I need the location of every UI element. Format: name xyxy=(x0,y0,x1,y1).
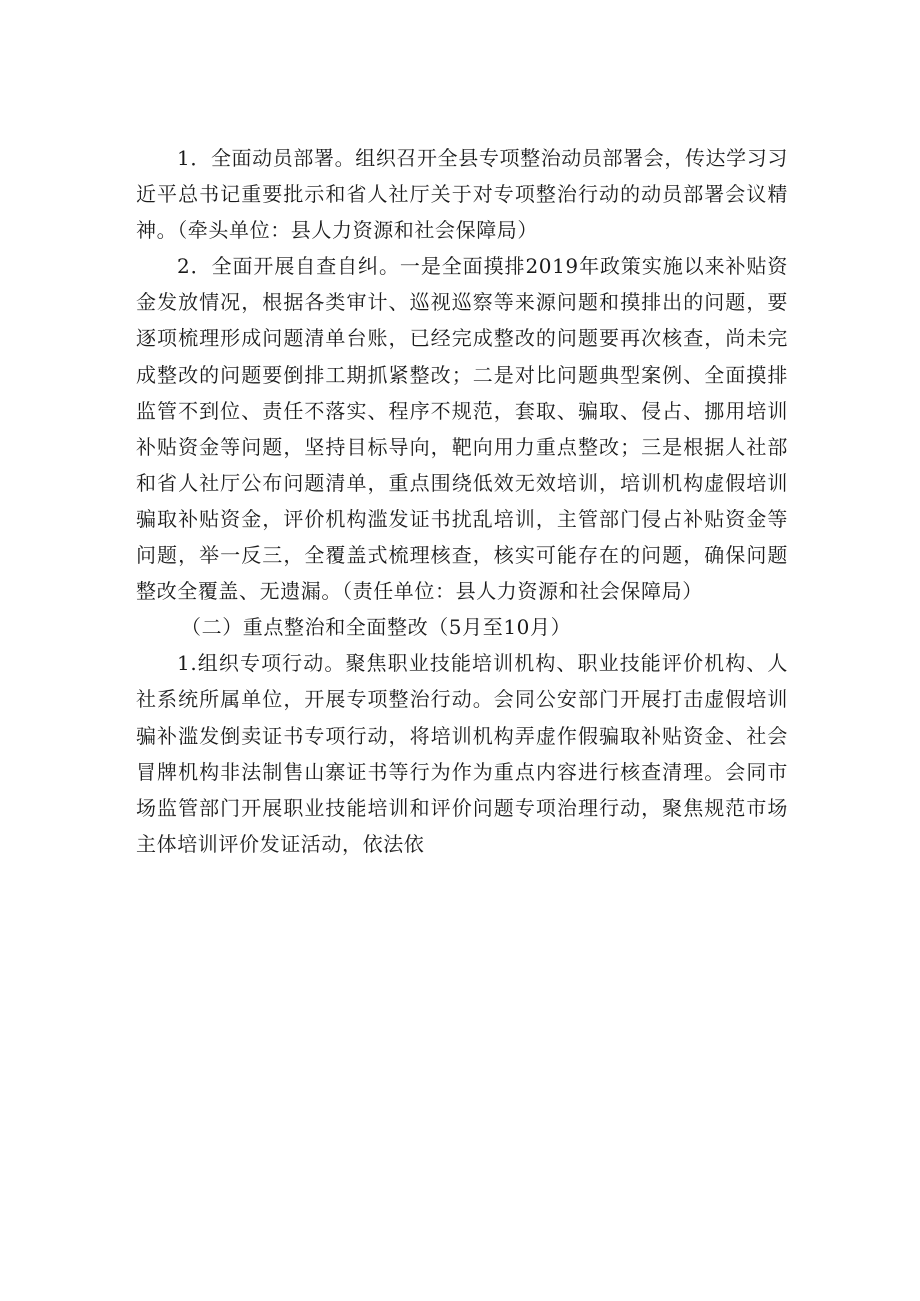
section-heading: （二）重点整治和全面整改（5月至10月） xyxy=(181,615,572,640)
document-body xyxy=(136,140,788,862)
paragraph-mobilization: 1．全面动员部署。组织召开全县专项整治动员部署会，传达学习习近平总书记重要批示和省人社厅关于对专项整治行动的动员部署会议精神。（牵头单位：县人力资源和社会保障局） xyxy=(136,146,788,243)
paragraph-special-action: 1.组织专项行动。聚焦职业技能培训机构、职业技能评价机构、人社系统所属单位，开展专项整治行动。会同公安部门开展打击虚假培训骗补滥发倒卖证书专项行动，将培训机构弄虚作假骗取补贴资金、社会冒牌机构非法制售山寨证书等行为作为重点内容进行核查清理。会同市场监管部门开展职业技能培训和评价问题专项治理行动，聚焦规范市场主体培训评价发证活动，依法依 xyxy=(136,651,788,856)
paragraph-self-inspection: 2．全面开展自查自纠。一是全面摸排2019年政策实施以来补贴资金发放情况，根据各类审计、巡视巡察等来源问题和摸排出的问题，要逐项梳理形成问题清单台账，已经完成整改的问题要再次核查，尚未完成整改的问题要倒排工期抓紧整改；二是对比问题典型案例、全面摸排监管不到位、责任不落实、程序不规范，套取、骗取、侵占、挪用培训补贴资金等问题，坚持目标导向，靶向用力重点整改；三是根据人社部和省人社厅公布问题清单，重点围绕低效无效培训，培训机构虚假培训骗取补贴资金，评价机构滥发证书扰乱培训，主管部门侵占补贴资金等问题，举一反三，全覆盖式梳理核查，核实可能存在的问题，确保问题整改全覆盖、无遗漏。（责任单位：县人力资源和社会保障局） xyxy=(136,254,788,604)
